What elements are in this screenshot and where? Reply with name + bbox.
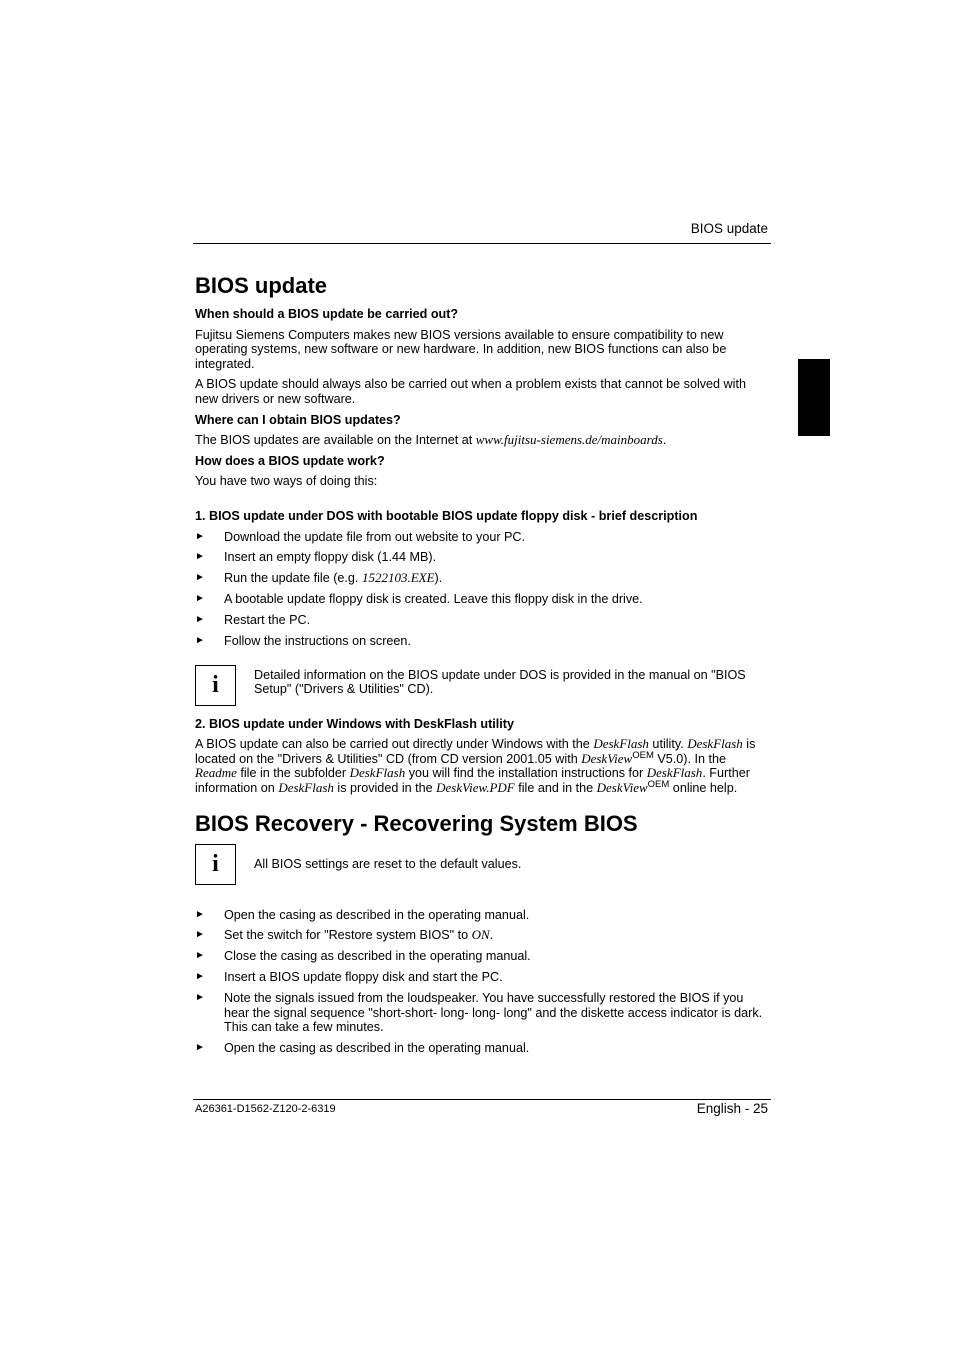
- bullet-arrow-icon: ►: [195, 614, 205, 626]
- term-deskview: DeskView: [581, 750, 633, 766]
- list-item: [195, 928, 767, 943]
- step-text: A bootable update floppy disk is created. Leave this floppy disk in the drive.: [224, 592, 643, 607]
- update-filename: 1522103.EXE: [361, 570, 435, 586]
- bullet-arrow-icon: ►: [195, 908, 205, 920]
- section-title-bios-update: BIOS update: [195, 273, 328, 298]
- step-text: Restart the PC.: [224, 613, 311, 628]
- section-title-bios-recovery: BIOS Recovery - Recovering System BIOS: [195, 810, 638, 836]
- info-note-text: Detailed information on the BIOS update under DOS is provided in the manual on "BIOS Setup" ("Drivers & Utilities" CD).: [254, 667, 746, 697]
- term-deskflash: DeskFlash: [646, 765, 703, 781]
- website-url: www.fujitsu-siemens.de/mainboards: [475, 432, 663, 448]
- bullet-arrow-icon: ►: [195, 950, 205, 962]
- dos-steps-list: [195, 530, 767, 649]
- paragraph-compatibility: Fujitsu Siemens Computers makes new BIOS versions available to ensure compatibility to new operating systems, new software or new hardware. In addition, new BIOS functions can also be integrated.: [195, 327, 727, 371]
- step-text: Download the update file from out website to your PC.: [224, 529, 526, 544]
- bullet-arrow-icon: ►: [195, 551, 205, 563]
- info-icon: i: [195, 844, 236, 885]
- question-when: When should a BIOS update be carried out?: [195, 307, 459, 321]
- term-deskflash: DeskFlash: [593, 736, 649, 752]
- list-item: [195, 592, 767, 607]
- paragraph-internet: [195, 433, 767, 448]
- internet-text-end: .: [662, 433, 667, 448]
- main-content: [195, 272, 767, 1062]
- step-text: Insert an empty floppy disk (1.44 MB).: [224, 550, 437, 565]
- superscript-oem: OEM: [632, 749, 654, 761]
- switch-value-on: ON: [471, 927, 490, 943]
- recovery-steps-list: [195, 908, 767, 1056]
- text-fragment: you will find the installation instructions for: [405, 766, 647, 781]
- list-item: [195, 970, 767, 985]
- footer-rule: [193, 1099, 771, 1100]
- question-how: How does a BIOS update work?: [195, 453, 385, 468]
- list-item: [195, 613, 767, 628]
- term-readme: Readme: [195, 765, 237, 781]
- bullet-arrow-icon: ►: [195, 593, 205, 605]
- list-item: [195, 949, 767, 964]
- list-item: [195, 634, 767, 649]
- text-fragment: V5.0). In the: [653, 751, 726, 766]
- chapter-thumb-tab: [798, 359, 830, 436]
- text-fragment: is located on the "Drivers & Utilities" CD (from CD version 2001.05 with: [195, 737, 756, 766]
- paragraph-two-ways: You have two ways of doing this:: [195, 474, 378, 489]
- term-deskflash: DeskFlash: [687, 736, 743, 752]
- info-note-text: All BIOS settings are reset to the default values.: [254, 856, 522, 871]
- term-deskflash: DeskFlash: [278, 779, 334, 795]
- list-item: [195, 550, 767, 565]
- text-fragment: is provided in the: [333, 780, 437, 795]
- text-fragment: online help.: [669, 780, 738, 795]
- header-rule: [193, 243, 771, 244]
- term-deskview: DeskView: [596, 779, 648, 795]
- page-number: English - 25: [696, 1101, 768, 1116]
- text-fragment: file in the subfolder: [236, 766, 350, 781]
- text-fragment: file and in the: [514, 780, 597, 795]
- list-item: [195, 571, 767, 586]
- step-text: Insert a BIOS update floppy disk and start the PC.: [224, 970, 503, 985]
- method-windows-title: 2. BIOS update under Windows with DeskFlash utility: [195, 716, 514, 731]
- step-text-end: .: [489, 928, 494, 943]
- text-fragment: utility.: [648, 737, 688, 752]
- bullet-arrow-icon: ►: [195, 530, 205, 542]
- question-where: Where can I obtain BIOS updates?: [195, 412, 401, 427]
- paragraph-deskflash: [195, 737, 767, 795]
- step-text: Set the switch for "Restore system BIOS" to: [224, 928, 472, 943]
- info-note-dos: [195, 665, 767, 707]
- info-icon: i: [195, 665, 236, 706]
- step-text: Open the casing as described in the operating manual.: [224, 907, 530, 922]
- step-text: Close the casing as described in the operating manual.: [224, 949, 531, 964]
- text-fragment: A BIOS update can also be carried out directly under Windows with the: [195, 737, 594, 752]
- paragraph-when-problem: A BIOS update should always also be carried out when a problem exists that cannot be solved with new drivers or new software.: [195, 377, 746, 406]
- method-dos-title: 1. BIOS update under DOS with bootable BIOS update floppy disk - brief description: [195, 508, 698, 523]
- list-item: [195, 991, 767, 1035]
- bullet-arrow-icon: ►: [195, 929, 205, 941]
- step-text-end: ).: [434, 571, 443, 586]
- list-item: [195, 908, 767, 923]
- internet-text: The BIOS updates are available on the Internet at: [195, 433, 476, 448]
- text-fragment: . Further information on: [195, 766, 750, 795]
- document-number: A26361-D1562-Z120-2-6319: [195, 1103, 336, 1115]
- bullet-arrow-icon: ►: [195, 634, 205, 646]
- step-text: Open the casing as described in the operating manual.: [224, 1041, 530, 1056]
- step-text: Follow the instructions on screen.: [224, 633, 411, 648]
- running-header: BIOS update: [690, 221, 768, 236]
- bullet-arrow-icon: ►: [195, 971, 205, 983]
- list-item: [195, 1041, 767, 1056]
- step-text: Note the signals issued from the loudspeaker. You have successfully restored the BIOS if you hear the signal sequence "short-short- long- long- long" and the diskette access indicator is dark. This can take a few minutes.: [224, 991, 763, 1035]
- term-deskflash: DeskFlash: [349, 765, 406, 781]
- list-item: [195, 530, 767, 545]
- superscript-oem: OEM: [647, 778, 670, 790]
- info-note-reset: [195, 844, 767, 886]
- step-text: Run the update file (e.g.: [224, 571, 362, 586]
- term-deskview-pdf: DeskView.PDF: [436, 779, 515, 795]
- bullet-arrow-icon: ►: [195, 992, 205, 1004]
- bullet-arrow-icon: ►: [195, 1042, 205, 1054]
- bullet-arrow-icon: ►: [195, 572, 205, 584]
